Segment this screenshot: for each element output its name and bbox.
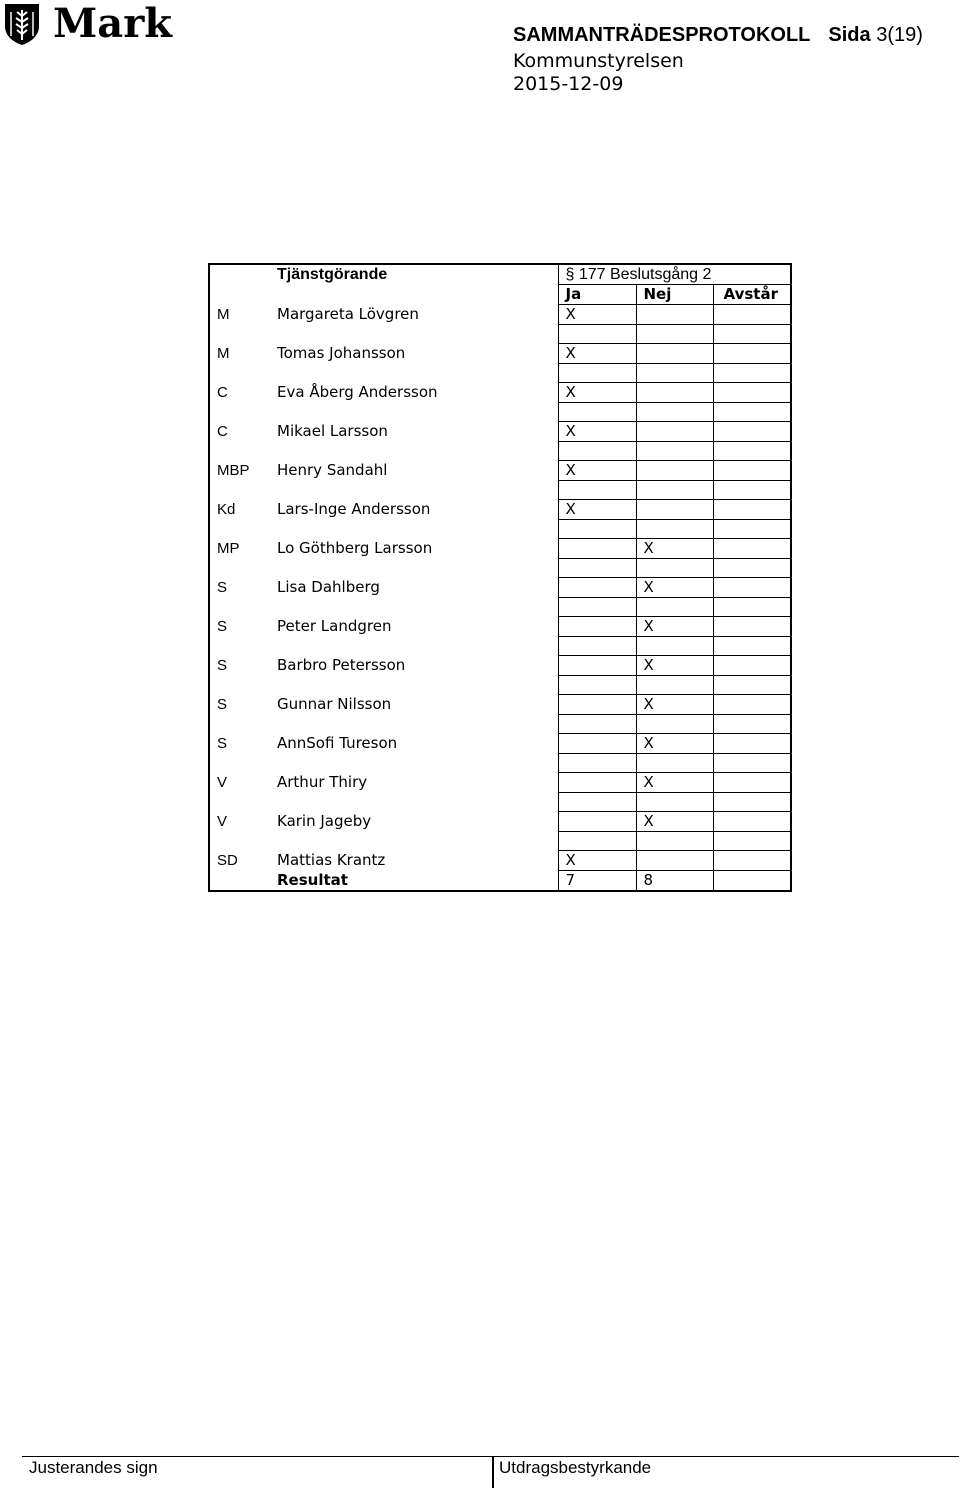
vote-avstar-cell: [713, 383, 791, 403]
meeting-date: 2015-12-09: [513, 73, 624, 95]
spacer-cell: [209, 442, 270, 461]
column-avstar: Avstår: [713, 285, 791, 305]
vote-nej-cell: [636, 383, 713, 403]
spacer-cell: [713, 442, 791, 461]
spacer-cell: [209, 559, 270, 578]
party-cell: M: [217, 306, 230, 323]
result-avstar: [713, 871, 791, 892]
spacer-cell: [209, 637, 270, 656]
party-cell: S: [217, 618, 228, 635]
spacer-cell: [558, 793, 636, 812]
vote-avstar-cell: [713, 578, 791, 598]
result-nej: 8: [636, 871, 713, 892]
vote-nej-cell: X: [636, 578, 713, 598]
spacer-cell: [558, 520, 636, 539]
member-name-cell: Margareta Lövgren: [277, 305, 419, 323]
vote-table: [208, 263, 792, 892]
spacer-row: [209, 559, 791, 578]
spacer-cell: [558, 364, 636, 383]
party-cell: V: [217, 774, 228, 791]
spacer-cell: [558, 754, 636, 773]
spacer-cell: [209, 715, 270, 734]
party-cell: S: [217, 657, 228, 674]
document-title-line: [513, 24, 923, 47]
spacer-cell: [636, 403, 713, 422]
spacer-cell: [270, 598, 558, 617]
party-cell: S: [217, 696, 228, 713]
spacer-cell: [713, 559, 791, 578]
vote-ja-cell: X: [558, 305, 636, 325]
spacer-cell: [558, 832, 636, 851]
vote-ja-cell: X: [558, 422, 636, 442]
spacer-cell: [636, 364, 713, 383]
spacer-cell: [558, 598, 636, 617]
spacer-cell: [636, 793, 713, 812]
spacer-cell: [270, 325, 558, 344]
vote-nej-cell: X: [636, 539, 713, 559]
result-row: [209, 871, 791, 892]
vote-nej-cell: [636, 305, 713, 325]
document-title: SAMMANTRÄDESPROTOKOLL: [513, 24, 811, 46]
spacer-cell: [209, 364, 270, 383]
spacer-cell: [270, 559, 558, 578]
spacer-cell: [209, 598, 270, 617]
spacer-cell: [558, 403, 636, 422]
spacer-cell: [558, 325, 636, 344]
vote-ja-cell: X: [558, 851, 636, 871]
spacer-cell: [558, 676, 636, 695]
vote-avstar-cell: [713, 344, 791, 364]
page-number: 3(19): [876, 24, 923, 46]
spacer-row: [209, 676, 791, 695]
member-row: [209, 500, 791, 520]
spacer-cell: [558, 481, 636, 500]
member-name-cell: Lo Göthberg Larsson: [277, 539, 433, 557]
vote-avstar-cell: [713, 851, 791, 871]
party-cell: V: [217, 813, 228, 830]
vote-avstar-cell: [713, 500, 791, 520]
spacer-cell: [558, 715, 636, 734]
vote-ja-cell: [558, 812, 636, 832]
vote-nej-cell: [636, 851, 713, 871]
spacer-cell: [558, 637, 636, 656]
spacer-row: [209, 598, 791, 617]
member-row: [209, 695, 791, 715]
footer-divider: [22, 1456, 959, 1457]
vote-nej-cell: X: [636, 656, 713, 676]
spacer-cell: [636, 481, 713, 500]
spacer-row: [209, 325, 791, 344]
vote-nej-cell: [636, 344, 713, 364]
vote-avstar-cell: [713, 461, 791, 481]
vote-avstar-cell: [713, 734, 791, 754]
spacer-cell: [209, 676, 270, 695]
footer-separator: [492, 1456, 494, 1488]
committee-name: Kommunstyrelsen: [513, 50, 684, 72]
member-name-cell: Mattias Krantz: [277, 851, 386, 869]
member-name-cell: Eva Åberg Andersson: [277, 383, 438, 401]
party-cell: C: [217, 384, 228, 401]
spacer-cell: [636, 325, 713, 344]
member-name-cell: AnnSofi Tureson: [277, 734, 398, 752]
spacer-cell: [713, 832, 791, 851]
vote-table-heading-row: [209, 264, 791, 285]
spacer-cell: [636, 559, 713, 578]
vote-nej-cell: X: [636, 734, 713, 754]
spacer-cell: [209, 793, 270, 812]
party-cell: SD: [217, 852, 238, 869]
vote-avstar-cell: [713, 305, 791, 325]
spacer-cell: [270, 832, 558, 851]
spacer-row: [209, 403, 791, 422]
party-cell: MBP: [217, 462, 250, 479]
spacer-cell: [270, 715, 558, 734]
spacer-row: [209, 637, 791, 656]
vote-nej-cell: X: [636, 812, 713, 832]
vote-ja-cell: X: [558, 383, 636, 403]
spacer-cell: [636, 832, 713, 851]
serving-members-heading: Tjänstgörande: [277, 266, 388, 284]
spacer-cell: [270, 442, 558, 461]
spacer-cell: [270, 481, 558, 500]
spacer-cell: [270, 676, 558, 695]
spacer-cell: [636, 442, 713, 461]
spacer-cell: [209, 754, 270, 773]
spacer-cell: [713, 793, 791, 812]
spacer-row: [209, 481, 791, 500]
vote-avstar-cell: [713, 539, 791, 559]
party-cell: MP: [217, 540, 240, 557]
spacer-cell: [713, 403, 791, 422]
spacer-cell: [270, 637, 558, 656]
spacer-cell: [558, 442, 636, 461]
spacer-row: [209, 754, 791, 773]
spacer-cell: [713, 364, 791, 383]
member-row: [209, 812, 791, 832]
column-ja: Ja: [558, 285, 636, 305]
member-row: [209, 539, 791, 559]
member-name-cell: Mikael Larsson: [277, 422, 388, 440]
spacer-cell: [713, 715, 791, 734]
member-row: [209, 305, 791, 325]
spacer-cell: [636, 637, 713, 656]
vote-ja-cell: X: [558, 344, 636, 364]
spacer-row: [209, 793, 791, 812]
member-row: [209, 344, 791, 364]
spacer-cell: [713, 637, 791, 656]
member-row: [209, 383, 791, 403]
member-name-cell: Karin Jageby: [277, 812, 372, 830]
result-spacer: [209, 871, 270, 892]
spacer-cell: [270, 403, 558, 422]
spacer-cell: [713, 598, 791, 617]
spacer-cell: [636, 715, 713, 734]
vote-nej-cell: X: [636, 617, 713, 637]
party-cell: S: [217, 579, 228, 596]
spacer-cell: [270, 520, 558, 539]
vote-avstar-cell: [713, 617, 791, 637]
spacer-cell: [270, 793, 558, 812]
spacer-cell: [209, 403, 270, 422]
spacer-row: [209, 364, 791, 383]
spacer-cell: [209, 520, 270, 539]
member-name-cell: Tomas Johansson: [277, 344, 406, 362]
member-name-cell: Arthur Thiry: [277, 773, 368, 791]
spacer-cell: [209, 325, 270, 344]
vote-avstar-cell: [713, 812, 791, 832]
vote-ja-cell: [558, 773, 636, 793]
spacer-cell: [636, 520, 713, 539]
spacer-cell: [713, 754, 791, 773]
spacer-cell: [270, 754, 558, 773]
spacer-cell: [270, 364, 558, 383]
spacer-cell: [713, 676, 791, 695]
spacer-cell: [636, 598, 713, 617]
spacer-row: [209, 832, 791, 851]
member-row: [209, 422, 791, 442]
member-row: [209, 773, 791, 793]
member-row: [209, 734, 791, 754]
member-name-cell: Henry Sandahl: [277, 461, 388, 479]
party-cell: M: [217, 345, 230, 362]
logo-wordmark: Mark: [53, 0, 172, 47]
vote-ja-cell: [558, 734, 636, 754]
party-cell: Kd: [217, 501, 236, 518]
member-row: [209, 851, 791, 871]
section-heading: § 177 Beslutsgång 2: [558, 264, 791, 285]
page-label: Sida: [828, 24, 871, 46]
spacer-cell: [209, 481, 270, 500]
member-name-cell: Lars-Inge Andersson: [277, 500, 431, 518]
vote-ja-cell: [558, 656, 636, 676]
spacer-cell: [713, 325, 791, 344]
vote-ja-cell: [558, 539, 636, 559]
vote-ja-cell: [558, 695, 636, 715]
coat-of-arms-icon: [3, 2, 41, 46]
spacer-cell: [558, 559, 636, 578]
member-row: [209, 617, 791, 637]
result-ja: 7: [558, 871, 636, 892]
spacer-cell: [713, 481, 791, 500]
vote-ja-cell: [558, 617, 636, 637]
member-name-cell: Lisa Dahlberg: [277, 578, 380, 596]
party-cell: C: [217, 423, 228, 440]
result-label: Resultat: [277, 870, 348, 889]
vote-avstar-cell: [713, 695, 791, 715]
member-row: [209, 656, 791, 676]
spacer-row: [209, 520, 791, 539]
spacer-row: [209, 715, 791, 734]
vote-ja-cell: X: [558, 500, 636, 520]
spacer-cell: [713, 520, 791, 539]
column-nej: Nej: [636, 285, 713, 305]
member-name-cell: Gunnar Nilsson: [277, 695, 392, 713]
member-name-cell: Peter Landgren: [277, 617, 392, 635]
member-name-cell: Barbro Petersson: [277, 656, 406, 674]
municipality-logo: [3, 2, 172, 46]
party-cell: S: [217, 735, 228, 752]
vote-nej-cell: X: [636, 773, 713, 793]
vote-avstar-cell: [713, 422, 791, 442]
vote-avstar-cell: [713, 656, 791, 676]
footer-utdragsbestyrkande: Utdragsbestyrkande: [499, 1458, 652, 1477]
spacer-cell: [636, 676, 713, 695]
vote-ja-cell: [558, 578, 636, 598]
vote-nej-cell: X: [636, 695, 713, 715]
vote-nej-cell: [636, 500, 713, 520]
vote-columns-row: [209, 285, 791, 305]
vote-nej-cell: [636, 461, 713, 481]
spacer-cell: [209, 832, 270, 851]
vote-avstar-cell: [713, 773, 791, 793]
footer-justerandes-sign: Justerandes sign: [29, 1458, 158, 1477]
member-row: [209, 578, 791, 598]
vote-ja-cell: X: [558, 461, 636, 481]
vote-nej-cell: [636, 422, 713, 442]
member-row: [209, 461, 791, 481]
spacer-row: [209, 442, 791, 461]
spacer-cell: [636, 754, 713, 773]
